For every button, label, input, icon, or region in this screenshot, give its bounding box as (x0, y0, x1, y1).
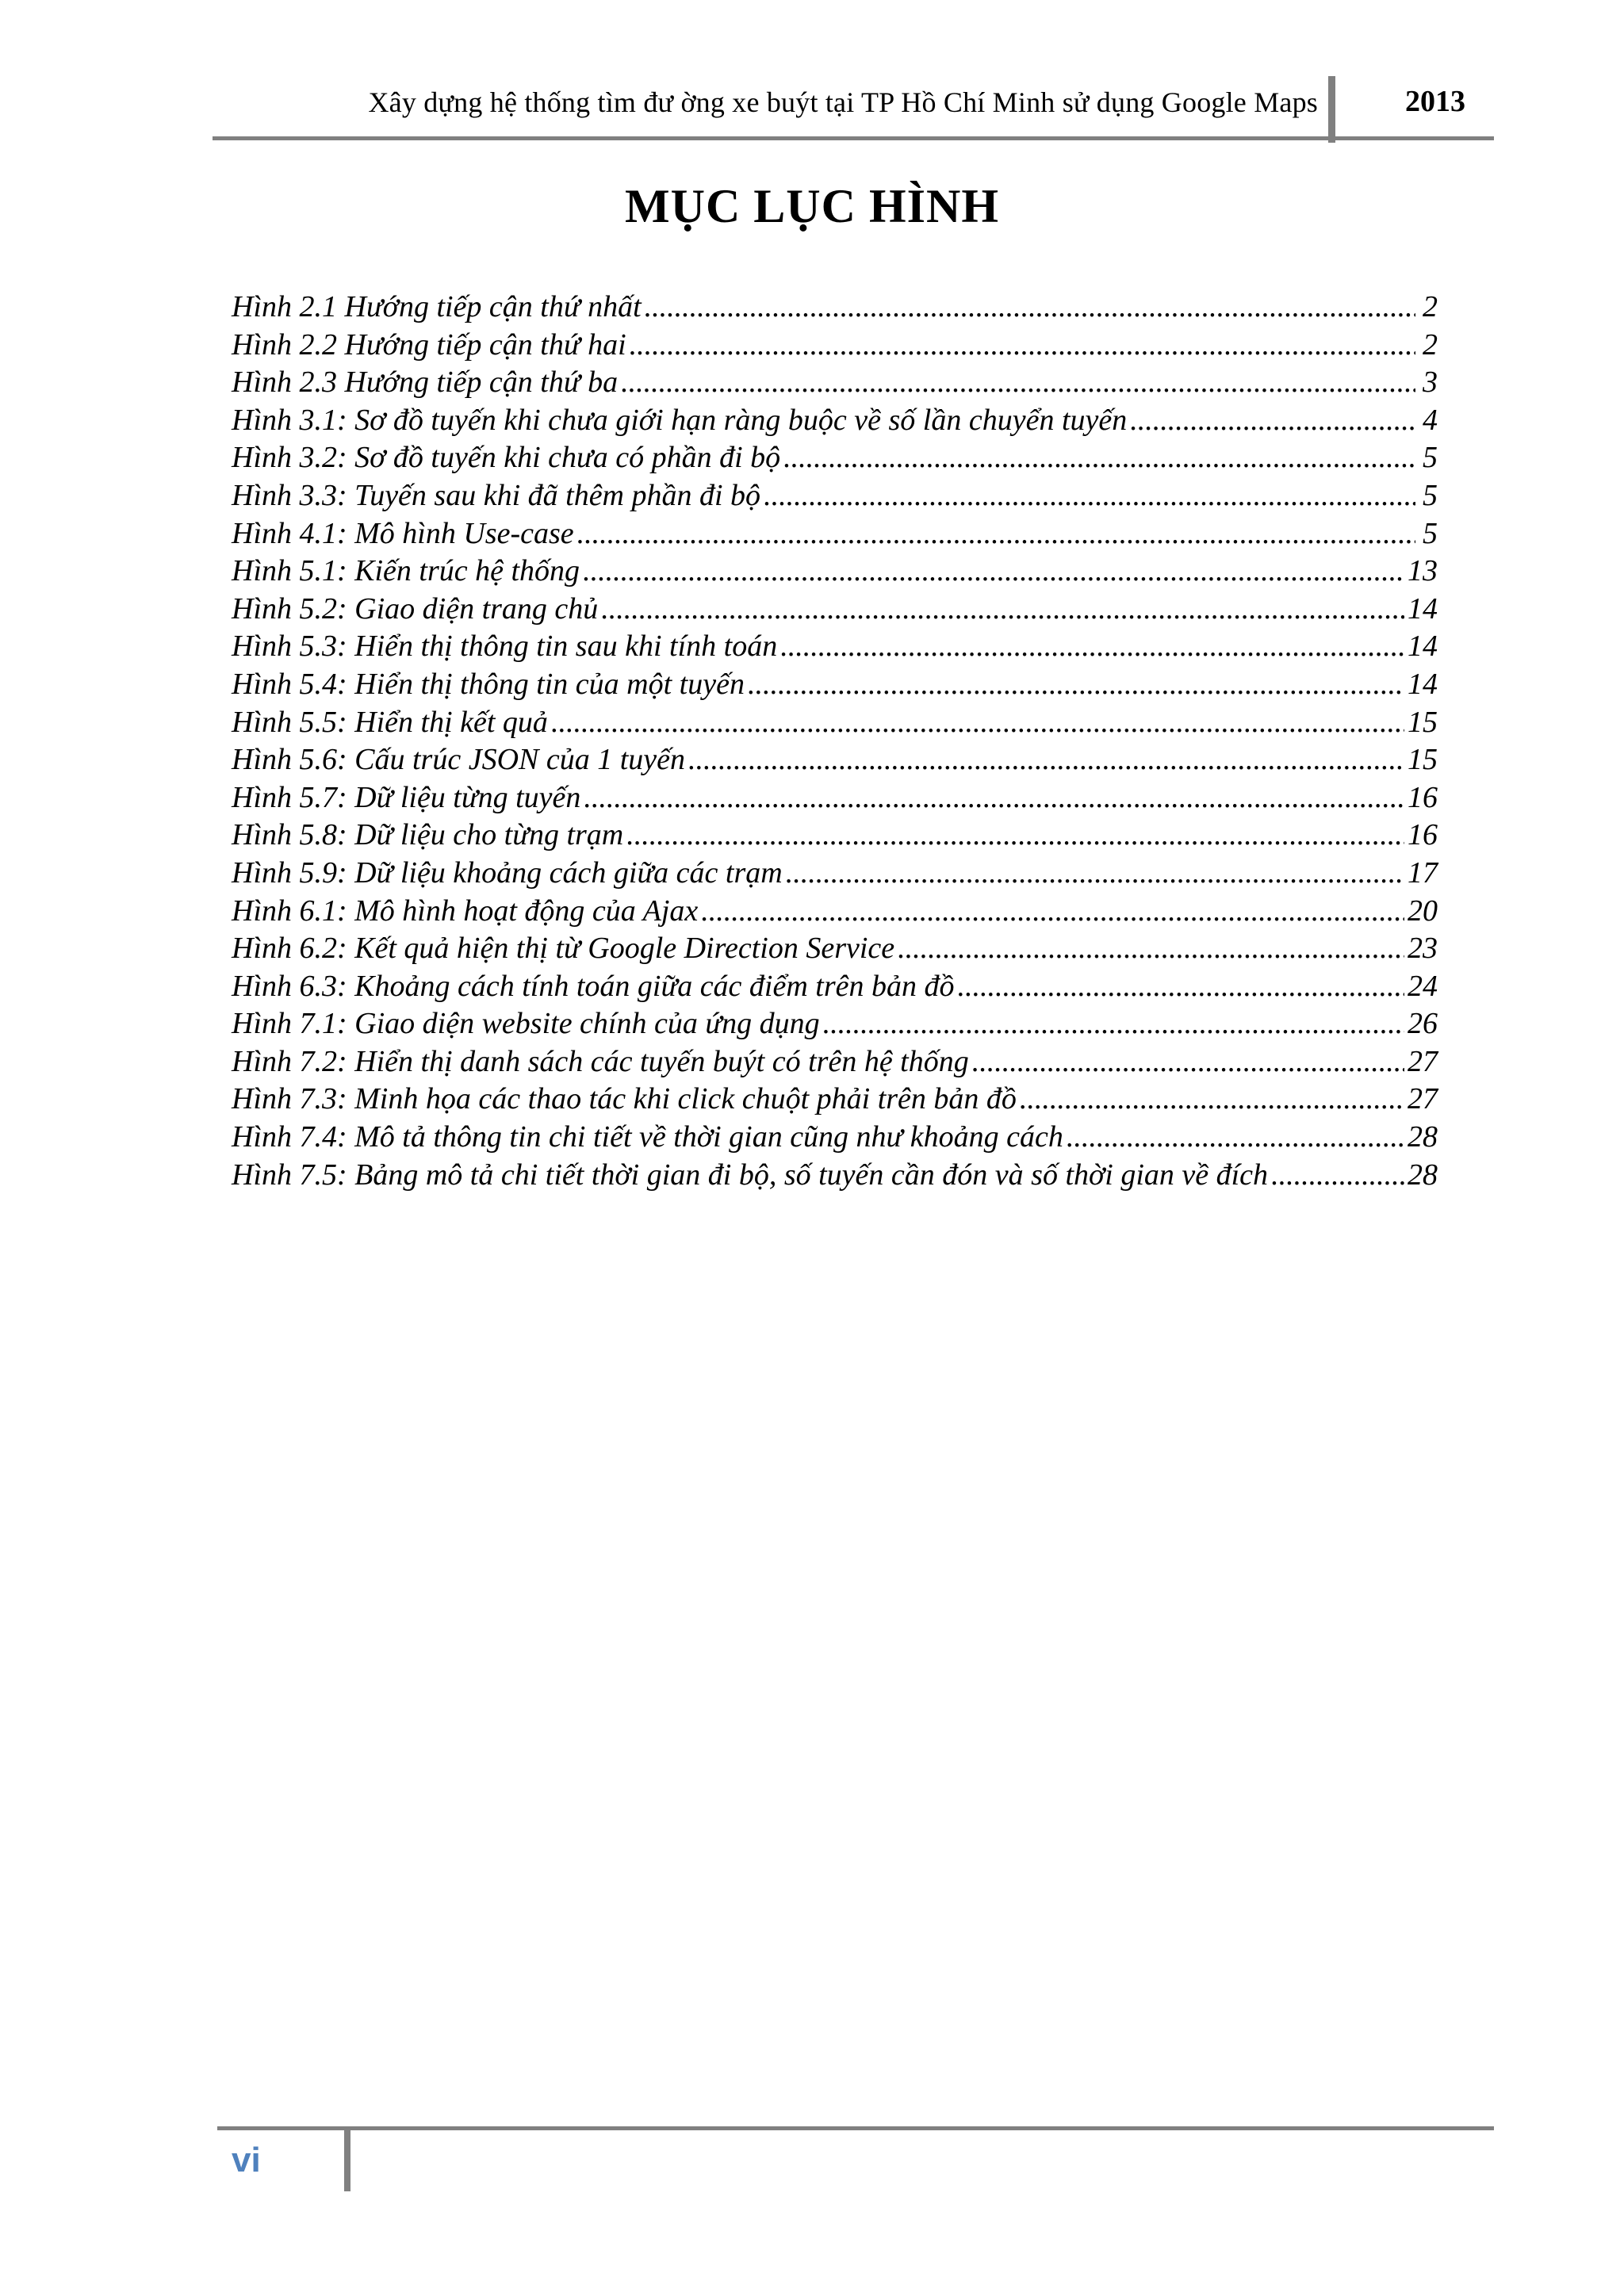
toc-dot-leader (780, 628, 1404, 666)
toc-dot-leader (972, 1043, 1404, 1081)
toc-entry-page: 2 (1423, 327, 1438, 362)
page-number: vi (232, 2141, 261, 2179)
toc-entry-label: Hình 7.4: Mô tả thông tin chi tiết về thời gian cũng như khoảng cách (232, 1120, 1063, 1154)
toc-entry-label: Hình 5.4: Hiển thị thông tin của một tuyến (232, 667, 745, 701)
toc-dot-leader (898, 930, 1404, 968)
toc-dot-leader (786, 855, 1404, 893)
header-rule (213, 136, 1494, 140)
toc-entry-page: 26 (1408, 1007, 1438, 1041)
toc-entry[interactable] (232, 1081, 1438, 1119)
toc-entry-page: 5 (1423, 516, 1438, 550)
toc-dot-leader (748, 666, 1404, 704)
toc-entry-page: 3 (1423, 365, 1438, 400)
toc-entry-label: Hình 5.9: Dữ liệu khoảng cách giữa các trạm (232, 855, 783, 890)
toc-entry[interactable] (232, 779, 1438, 817)
toc-entry-label: Hình 2.3 Hướng tiếp cận thứ ba (232, 365, 619, 400)
toc-entry-label: Hình 7.1: Giao diện website chính của ứng dụng (232, 1007, 820, 1041)
toc-entry-label: Hình 2.1 Hướng tiếp cận thứ nhất (232, 290, 642, 323)
toc-entry[interactable] (232, 591, 1438, 629)
toc-entry[interactable] (232, 1157, 1438, 1195)
toc-entry-label: Hình 6.2: Kết quả hiện thị từ Google Direction Service (232, 932, 895, 966)
toc-entry-page: 15 (1408, 705, 1438, 739)
toc-entry-page: 15 (1408, 743, 1438, 777)
toc-dot-leader (823, 1005, 1404, 1043)
toc-entry-label: Hình 5.6: Cấu trúc JSON của 1 tuyến (232, 743, 686, 777)
toc-entry-page: 5 (1423, 441, 1438, 475)
toc-entry-label: Hình 7.5: Bảng mô tả chi tiết thời gian đi bộ, số tuyến cần đón và số thời gian về đích (232, 1158, 1269, 1192)
toc-entry[interactable] (232, 553, 1438, 591)
toc-entry[interactable] (232, 1043, 1438, 1081)
toc-entry-page: 4 (1423, 403, 1438, 437)
toc-entry-page: 14 (1408, 591, 1438, 626)
toc-dot-leader (583, 553, 1404, 591)
toc-entry[interactable] (232, 477, 1438, 515)
toc-entry-label: Hình 3.1: Sơ đồ tuyến khi chưa giới hạn ràng buộc về số lần chuyển tuyến (232, 403, 1128, 437)
toc-entry-label: Hình 6.1: Mô hình hoạt động của Ajax (232, 894, 699, 928)
toc-entry-page: 27 (1408, 1044, 1438, 1078)
header-divider (1328, 76, 1335, 143)
toc-dot-leader (783, 439, 1415, 477)
toc-entry-label: Hình 5.3: Hiển thị thông tin sau khi tính toán (232, 629, 778, 664)
toc-entry[interactable] (232, 893, 1438, 931)
toc-entry[interactable] (232, 515, 1438, 553)
toc-dot-leader (577, 515, 1415, 553)
toc-entry[interactable] (232, 628, 1438, 666)
footer-rule (217, 2126, 1494, 2130)
toc-entry-label: Hình 7.2: Hiển thị danh sách các tuyến buýt có trên hệ thống (232, 1044, 969, 1078)
toc-entry[interactable] (232, 1119, 1438, 1157)
toc-entry-label: Hình 5.5: Hiển thị kết quả (232, 705, 548, 739)
footer-divider (344, 2126, 350, 2191)
toc-entry-label: Hình 5.2: Giao diện trang chủ (232, 591, 599, 626)
toc-entry-page: 24 (1408, 969, 1438, 1003)
toc-entry[interactable] (232, 289, 1438, 327)
toc-dot-leader (551, 704, 1404, 742)
toc-entry-page: 2 (1423, 290, 1438, 323)
toc-dot-leader (958, 968, 1405, 1006)
toc-entry-page: 16 (1408, 818, 1438, 852)
toc-entry[interactable] (232, 666, 1438, 704)
toc-dot-leader (1271, 1157, 1404, 1195)
toc-dot-leader (1020, 1081, 1404, 1119)
toc-entry-label: Hình 5.7: Dữ liệu từng tuyến (232, 780, 581, 814)
toc-dot-leader (701, 893, 1404, 931)
toc-dot-leader (584, 779, 1404, 817)
toc-dot-leader (688, 741, 1404, 779)
toc-entry[interactable] (232, 704, 1438, 742)
toc-dot-leader (764, 477, 1415, 515)
toc-dot-leader (1130, 402, 1415, 440)
toc-entry-page: 14 (1408, 667, 1438, 701)
toc-entry-page: 28 (1408, 1158, 1438, 1192)
toc-entry-label: Hình 3.2: Sơ đồ tuyến khi chưa có phần đi bộ (232, 441, 781, 475)
toc-entry[interactable] (232, 402, 1438, 440)
header-title: Xây dựng hệ thống tìm đư ờng xe buýt tại TP Hồ Chí Minh sử dụng Google Maps (368, 86, 1318, 118)
toc-dot-leader (626, 817, 1404, 855)
toc-dot-leader (645, 289, 1415, 327)
toc-entry-label: Hình 5.8: Dữ liệu cho từng trạm (232, 818, 624, 852)
toc-entry-label: Hình 5.1: Kiến trúc hệ thống (232, 554, 580, 588)
toc-entry[interactable] (232, 930, 1438, 968)
toc-entry-label: Hình 7.3: Minh họa các thao tác khi click chuột phải trên bản đồ (232, 1082, 1017, 1116)
toc-entry-page: 17 (1408, 855, 1438, 890)
toc-entry-page: 13 (1408, 554, 1438, 588)
toc-entry-page: 20 (1408, 894, 1438, 928)
toc-entry-page: 5 (1423, 478, 1438, 512)
toc-entry[interactable] (232, 855, 1438, 893)
toc-entry-label: Hình 3.3: Tuyến sau khi đã thêm phần đi bộ (232, 478, 761, 512)
toc-dot-leader (601, 591, 1404, 629)
toc-dot-leader (1067, 1119, 1404, 1157)
toc-entry-page: 27 (1408, 1082, 1438, 1116)
toc-entry[interactable] (232, 741, 1438, 779)
page-title: MỤC LỤC HÌNH (625, 180, 999, 232)
toc-entry-page: 28 (1408, 1120, 1438, 1154)
toc-entry[interactable] (232, 364, 1438, 402)
toc-entry-page: 23 (1408, 932, 1438, 966)
toc-entry[interactable] (232, 1005, 1438, 1043)
toc-dot-leader (621, 364, 1415, 402)
toc-entry[interactable] (232, 439, 1438, 477)
toc-entry-label: Hình 4.1: Mô hình Use-case (232, 516, 574, 550)
toc-entry-page: 14 (1408, 629, 1438, 664)
toc-entry[interactable] (232, 817, 1438, 855)
toc-entry-page: 16 (1408, 780, 1438, 814)
toc-entry[interactable] (232, 968, 1438, 1006)
toc-entry-label: Hình 2.2 Hướng tiếp cận thứ hai (232, 327, 626, 362)
table-of-figures (232, 289, 1438, 1194)
toc-entry-label: Hình 6.3: Khoảng cách tính toán giữa các điểm trên bản đồ (232, 969, 955, 1003)
toc-entry[interactable] (232, 327, 1438, 365)
toc-dot-leader (630, 327, 1415, 365)
header-year: 2013 (1405, 85, 1465, 118)
